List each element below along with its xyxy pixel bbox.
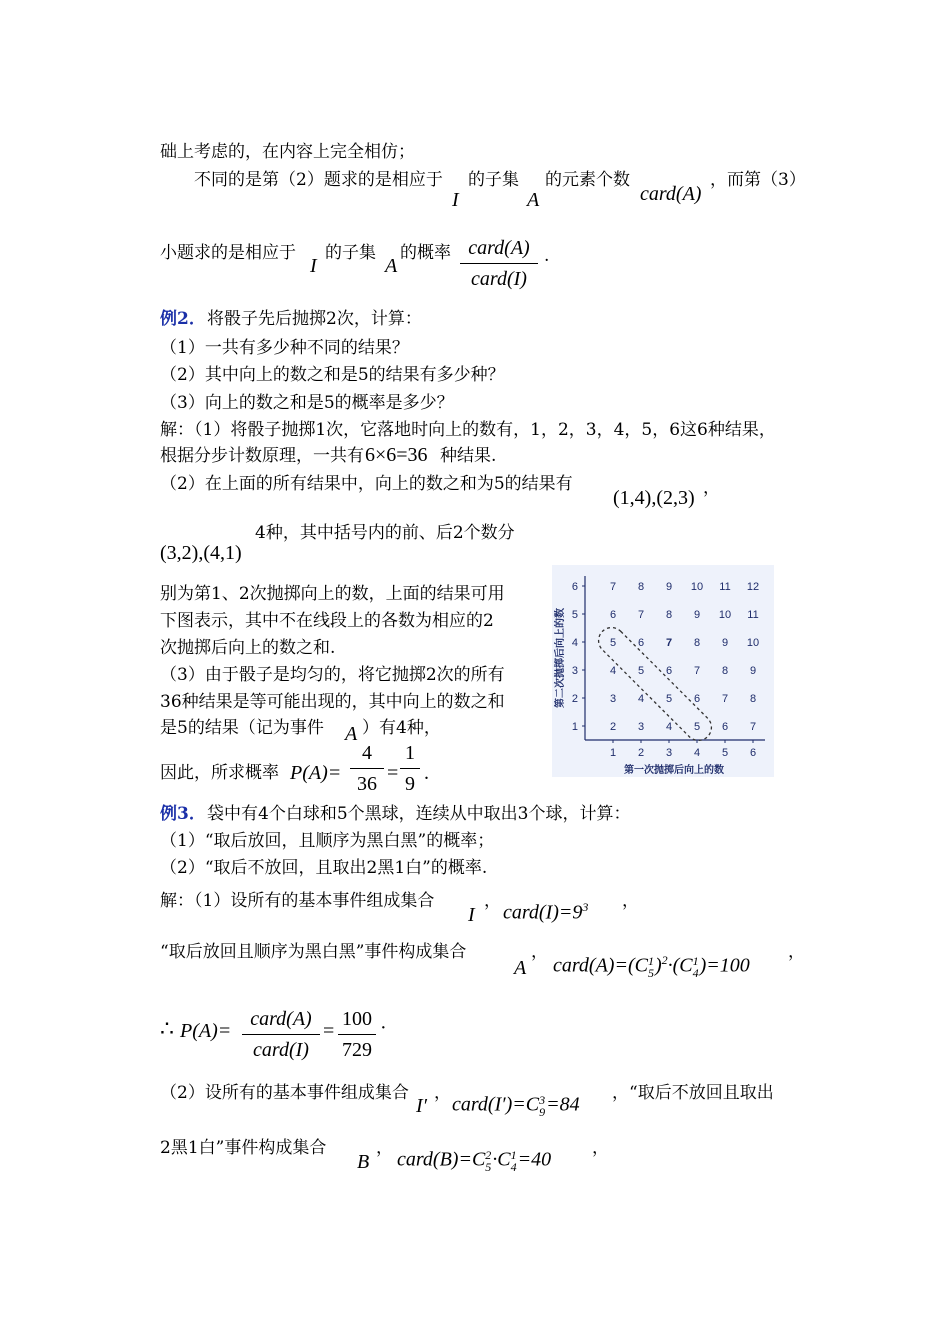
example-3-dot: · [380, 1017, 387, 1039]
example-3-sol-2a: “取后放回且顺序为黑白黑”事件构成集合 [160, 942, 467, 962]
chart-cell: 10 [690, 581, 704, 593]
example-3-card-I [503, 901, 588, 923]
example-3-card-I-prime-result: =84 [546, 1093, 580, 1116]
fraction-100-729-num: 100 [342, 1008, 372, 1030]
chart-y-tick-label: 5 [571, 609, 578, 621]
intro-line-3b: 的子集 [325, 243, 376, 263]
chart-cell: 7 [749, 721, 757, 733]
chart-x-label: 第一次抛掷后向上的数 [624, 765, 724, 776]
example-2-sol-10a: 是5的结果（记为事件 [160, 718, 324, 738]
chart-cell: 6 [609, 609, 617, 621]
fraction-100-729 [338, 1008, 376, 1062]
chart-y-label: 第二次抛掷后向上的数 [555, 608, 566, 708]
c52-sub: 5 [485, 1160, 492, 1174]
chart-cell: 7 [665, 637, 673, 649]
example-3-sol-5f: ， [592, 1138, 609, 1158]
chart-y-tick-label: 2 [571, 693, 578, 705]
chart-cell: 4 [609, 665, 617, 677]
example-3-set-I-prime: I′ [416, 1095, 428, 1117]
example-3-card-I-prime [452, 1094, 580, 1118]
example-2-sol-2-math: 6×6=36 [365, 444, 428, 466]
fraction-1-9-den: 9 [400, 768, 420, 796]
example-2-sol-3-math: (1,4),(2,3) [613, 487, 695, 509]
fraction-cardA-cardI [242, 1008, 320, 1062]
c93-sup: 3 [539, 1093, 546, 1107]
fraction-4-36-num: 4 [362, 742, 372, 764]
chart-y-tick-label: 4 [571, 637, 578, 649]
intro-line-3c: 的概率 [400, 243, 451, 263]
example-2-sol-6: 下图表示，其中不在线段上的各数为相应的2 [160, 611, 494, 631]
chart-x-tick-label: 4 [693, 747, 701, 759]
chart-cell: 2 [609, 721, 617, 733]
chart-cell: 6 [637, 637, 645, 649]
chart-cell: 4 [637, 693, 645, 705]
example-3-sol-2b: ， [531, 942, 548, 962]
example-3-sol-1a: 解：（1）设所有的基本事件组成集合 [160, 891, 435, 911]
example-2-sol-8: （3）由于骰子是均匀的，将它抛掷2次的所有 [160, 665, 505, 685]
c41b-sup: 1 [510, 1148, 517, 1162]
c51-sup: 1 [647, 954, 654, 969]
chart-cell: 5 [665, 693, 673, 705]
example-3-card-A-expr: card(A)=(C [553, 954, 648, 977]
chart-cell: 12 [746, 581, 760, 593]
example-3-label: 例3． [160, 804, 206, 824]
example-3-card-B-expr: card(B)=C [397, 1148, 486, 1171]
fraction-4-36 [350, 742, 384, 796]
chart-cell: 8 [749, 693, 757, 705]
chart-cell: 11 [719, 581, 731, 593]
var-A-2: A [385, 255, 398, 277]
chart-cell: 7 [609, 581, 617, 593]
example-2-sol-9: 36种结果是等可能出现的，其中向上的数之和 [160, 692, 505, 712]
example-3-set-A: A [514, 957, 527, 979]
example-2-sol-5: 别为第1、2次抛掷向上的数，上面的结果可用 [160, 584, 505, 604]
c41b-open: ·C [492, 1148, 511, 1171]
example-2-sol-3a: （2）在上面的所有结果中，向上的数之和为5的结果有 [160, 474, 573, 494]
example-2-prob-expr: P(A)= [290, 762, 342, 784]
c51-pow: 2 [661, 953, 668, 967]
c41b-sub: 4 [510, 1160, 517, 1174]
intro-line-2c: 的元素个数 [545, 170, 630, 190]
c41-open: ·(C [667, 954, 693, 977]
chart-x-tick-label: 1 [609, 747, 617, 759]
chart-cell: 9 [749, 665, 757, 677]
intro-line-2b: 的子集 [468, 170, 519, 190]
fraction-cardA-cardI-den: card(I) [242, 1034, 320, 1062]
fraction-4-36-den: 36 [350, 768, 384, 796]
chart-cell: 8 [665, 609, 673, 621]
fraction-1-9 [400, 742, 420, 796]
therefore-symbol: ∴ [160, 1016, 174, 1041]
c93-sub: 9 [539, 1105, 546, 1119]
chart-cell: 6 [693, 693, 701, 705]
example-2-q3: （3）向上的数之和是5的概率是多少？ [160, 393, 454, 413]
example-3-sol-4e: ，“取后不放回且取出 [612, 1083, 774, 1103]
example-3-sol-2f: ， [788, 942, 805, 962]
example-3-set-B: B [357, 1151, 370, 1173]
card-A-expr: card(A) [640, 183, 702, 205]
chart-cell: 9 [693, 609, 701, 621]
example-2-sol-4-math: (3,2),(4,1) [160, 542, 242, 564]
example-2-sol-4a: 4种，其中括号内的前、后2个数分 [255, 523, 515, 543]
chart-y-tick-label: 1 [571, 721, 578, 733]
intro-period: . [544, 246, 550, 266]
c52-sup: 2 [485, 1148, 492, 1162]
example-3-card-B-result: =40 [517, 1148, 552, 1171]
example-3-q1: （1）“取后放回，且顺序为黑白黑”的概率； [160, 831, 495, 851]
example-3-card-I-expr: card(I)=9 [503, 901, 583, 924]
example-3-card-A [553, 954, 750, 979]
example-2-q1: （1）一共有多少种不同的结果？ [160, 338, 409, 358]
example-3-card-B [397, 1149, 551, 1173]
example-3-card-A-result: )=100 [699, 954, 750, 977]
intro-line-3a: 小题求的是相应于 [160, 243, 296, 263]
fraction-cardA-cardI-num: card(A) [250, 1008, 312, 1030]
chart-cell: 5 [637, 665, 645, 677]
fraction-numerator: card(A) [468, 237, 530, 259]
chart-cell: 7 [637, 609, 645, 621]
example-2-sol-11a: 因此，所求概率 [160, 763, 279, 783]
example-3-set-I: I [468, 904, 475, 926]
chart-cell: 7 [693, 665, 701, 677]
example-3-sol-5b: ， [376, 1138, 393, 1158]
example-2-q2: （2）其中向上的数之和是5的结果有多少种？ [160, 365, 505, 385]
example-2-sol-2a: 根据分步计数原理，一共有 [160, 446, 364, 466]
fraction-100-729-den: 729 [338, 1034, 376, 1062]
example-3-sol-4a: （2）设所有的基本事件组成集合 [160, 1083, 409, 1103]
chart-cell: 7 [721, 693, 729, 705]
intro-line-2a: 不同的是第（2）题求的是相应于 [194, 170, 443, 190]
fraction-denominator: card(I) [460, 263, 538, 291]
chart-cell: 3 [637, 721, 645, 733]
example-3-equals: = [323, 1020, 335, 1042]
c51-sub: 5 [647, 966, 654, 981]
chart-cell: 3 [609, 693, 617, 705]
example-2-label: 例2． [160, 309, 206, 329]
chart-cell: 8 [637, 581, 645, 593]
example-3-prob-expr: P(A)= [180, 1020, 232, 1042]
example-2-sol-7: 次抛掷后向上的数之和. [160, 638, 336, 658]
chart-x-tick-label: 3 [665, 747, 673, 759]
chart-cell: 8 [721, 665, 729, 677]
example-3-card-I-prime-expr: card(I′)=C [452, 1093, 540, 1116]
chart-x-tick-label: 5 [721, 747, 729, 759]
chart-cell: 9 [721, 637, 729, 649]
chart-x-tick-label: 2 [637, 747, 645, 759]
example-3-card-I-exp: 3 [582, 900, 589, 914]
example-3-sol-1b: ， [484, 891, 501, 911]
example-2-sol-10b: ）有4种， [362, 718, 441, 738]
chart-cell: 6 [721, 721, 729, 733]
intro-line-2d: ，而第（3） [710, 170, 806, 190]
chart-cell: 10 [718, 609, 732, 621]
chart-cell: 4 [665, 721, 673, 733]
chart-x-tick-label: 6 [749, 747, 757, 759]
var-I-2: I [310, 255, 317, 277]
chart-cell: 5 [609, 637, 617, 649]
c51-close: ) [654, 954, 662, 977]
chart-cell: 9 [665, 581, 673, 593]
example-2-sol-3b: ， [703, 478, 720, 498]
chart-cell: 11 [747, 609, 759, 621]
fraction-card [460, 237, 538, 291]
var-I: I [452, 189, 459, 211]
example-3-sol-4b: ， [434, 1083, 451, 1103]
chart-cell: 10 [746, 637, 760, 649]
example-2-sol-1: 解：（1）将骰子抛掷1次，它落地时向上的数有，1，2，3，4，5，6这6种结果， [160, 420, 776, 440]
intro-line-1: 础上考虑的，在内容上完全相仿； [160, 142, 415, 162]
chart-cell: 6 [665, 665, 673, 677]
example-3-text: 袋中有4个白球和5个黑球，连续从中取出3个球，计算： [207, 804, 631, 824]
example-3-q2: （2）“取后不放回，且取出2黑1白”的概率. [160, 858, 488, 878]
fraction-1-9-num: 1 [405, 742, 415, 764]
example-2-equals: = [387, 762, 399, 784]
chart-cell: 5 [693, 721, 701, 733]
c41-sup: 1 [692, 954, 699, 969]
example-2-text: 将骰子先后抛掷2次，计算： [207, 309, 422, 329]
example-2-event-A: A [345, 723, 358, 745]
example-3-sol-5a: 2黑1白”事件构成集合 [160, 1138, 327, 1158]
chart-cell: 8 [693, 637, 701, 649]
var-A: A [527, 189, 540, 211]
c41-sub: 4 [692, 966, 699, 981]
example-2-period: . [424, 762, 429, 784]
chart-y-tick-label: 3 [571, 665, 578, 677]
example-3-sol-1d: ， [622, 891, 639, 911]
dice-sum-chart [552, 565, 774, 777]
example-2-sol-2b: 种结果. [440, 446, 497, 466]
chart-y-tick-label: 6 [571, 581, 578, 593]
